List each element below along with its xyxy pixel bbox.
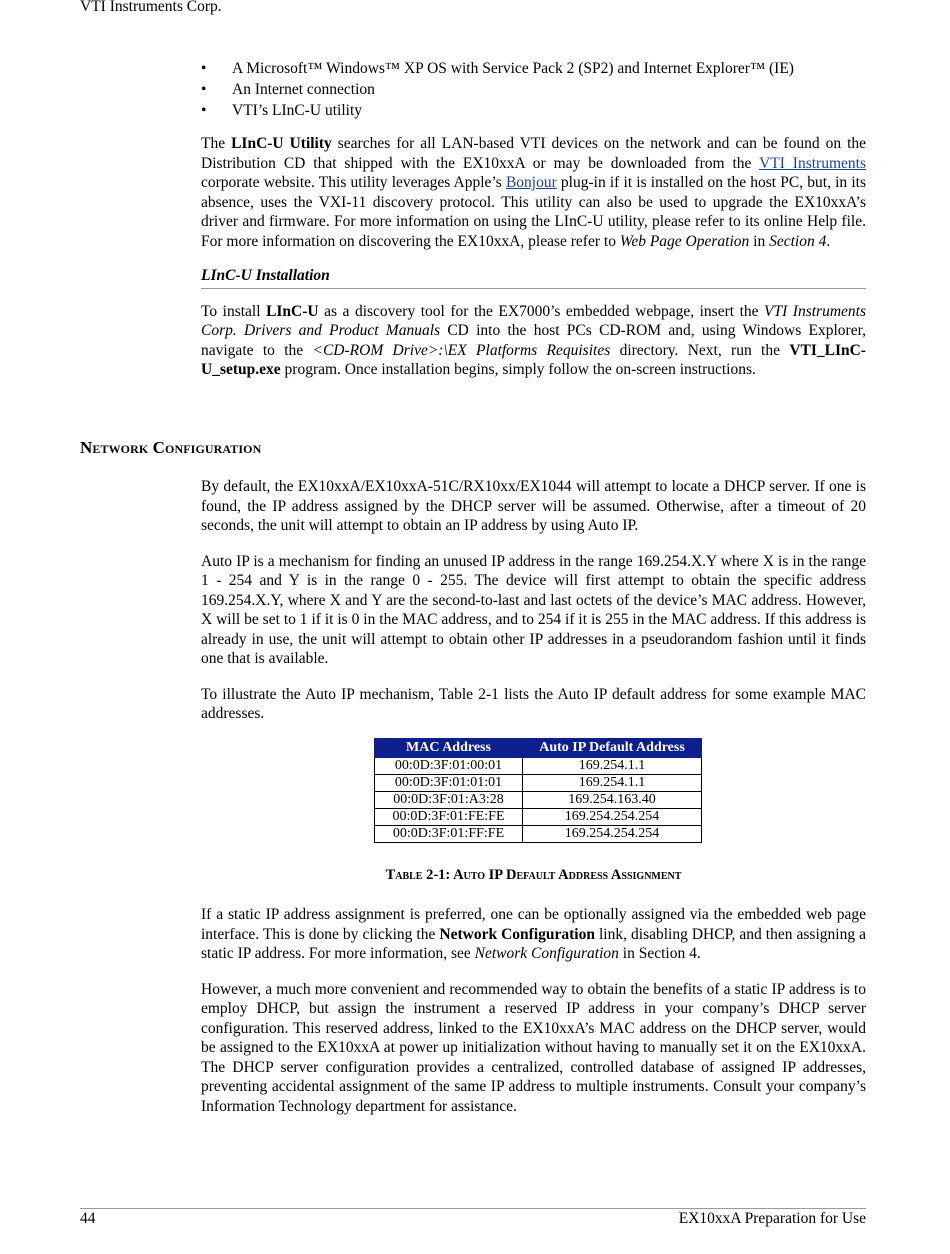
table-row [375, 826, 702, 843]
table-row [375, 792, 702, 809]
intro-section [201, 58, 866, 380]
mac-cell: 00:0D:3F:01:00:01 [375, 758, 523, 775]
footer-divider [80, 1208, 866, 1209]
list-item: • A Microsoft™ Windows™ XP OS with Service Pack 2 (SP2) and Internet Explorer™ (IE) [201, 58, 866, 79]
ip-cell: 169.254.254.254 [523, 826, 702, 843]
table-header-row [375, 739, 702, 758]
list-item: • VTI’s LInC-U utility [201, 100, 866, 121]
running-header: VTI Instruments Corp. [80, 0, 222, 15]
installation-paragraph: To install LInC-U as a discovery tool for the EX7000’s embedded webpage, insert the VTI Instruments Corp. Drivers and Product Manuals CD into the host PCs CD-ROM and, using Windows Explorer, navigate to the <CD-ROM Drive>:\EX Platforms Requisites directory. Next, run the VTI_LInC-U_setup.exe program. Once installation begins, simply follow the on-screen instructions. [201, 302, 866, 378]
mac-cell: 00:0D:3F:01:FF:FE [375, 826, 523, 843]
section-title: Network Configuration [80, 438, 262, 457]
static-ip-paragraph: If a static IP address assignment is preferred, one can be optionally assigned via the embedded web page interface. This is done by clicking the Network Configuration link, disabling DHCP, and then assigning a static IP address. For more information, see Network Configuration in Section 4. [201, 906, 866, 962]
mac-cell: 00:0D:3F:01:FE:FE [375, 809, 523, 826]
table-row [375, 758, 702, 775]
dhcp-default-paragraph: By default, the EX10xxA/EX10xxA-51C/RX10xx/EX1044 will attempt to locate a DHCP server. If one is found, the IP address assigned by the DHCP server will be assumed. Otherwise, after a timeout of 20 seconds, the unit will attempt to obtain an IP address by using Auto IP. [201, 478, 866, 534]
mac-address-header: MAC Address [375, 739, 523, 758]
vti-instruments-link[interactable]: VTI Instruments [759, 154, 866, 172]
list-item: • An Internet connection [201, 79, 866, 100]
footer-title: EX10xxA Preparation for Use [678, 1210, 866, 1227]
auto-ip-header: Auto IP Default Address [523, 739, 702, 758]
page-number: 44 [80, 1210, 96, 1227]
ip-cell: 169.254.254.254 [523, 809, 702, 826]
table-row [375, 809, 702, 826]
requirements-list [201, 58, 866, 121]
illustrate-paragraph: To illustrate the Auto IP mechanism, Table 2-1 lists the Auto IP default address for some example MAC addresses. [201, 685, 866, 722]
bonjour-link[interactable]: Bonjour [505, 174, 557, 191]
dhcp-reservation-paragraph: However, a much more convenient and recommended way to obtain the benefits of a static IP address is to employ DHCP, but assign the instrument a reserved IP address in your company’s DHCP server configuration. This reserved address, linked to the EX10xxA’s MAC address on the DHCP server, would be assigned to the EX10xxA at power up initialization without having to manually set it on the EX10xxA. The DHCP server configuration provides a centralized, controlled database of assigned IP addresses, preventing accidental assignment of the same IP address to multiple instruments. Consult your company’s Information Technology department for assistance. [201, 980, 866, 1115]
table-row [375, 775, 702, 792]
installation-heading: LInC-U Installation [201, 266, 866, 289]
ip-cell: 169.254.163.40 [523, 792, 702, 809]
table-caption: Table 2-1: Auto IP Default Address Assignment [385, 867, 682, 883]
network-section [201, 477, 866, 724]
auto-ip-paragraph: Auto IP is a mechanism for finding an unused IP address in the range 169.254.X.Y where X is in the range 1 - 254 and Y is in the range 0 - 255. The device will first attempt to obtain the specific address 169.254.X.Y, where X and Y are the second-to-last and last octets of the device’s MAC address. However, X will be set to 1 if it is 0 in the MAC address, and to 254 if it is 255 in the MAC address. If this address is already in use, the unit will attempt to obtain other IP addresses in a pseudorandom fashion until it finds one that is available. [201, 552, 866, 667]
linc-utility-paragraph: The LInC-U Utility searches for all LAN-based VTI devices on the network and can be found on the Distribution CD that shipped with the EX10xxA or may be downloaded from the VTI Instruments corporate website. This utility leverages Apple’s Bonjour plug-in if it is installed on the host PC, but, in its absence, uses the VXI-11 discovery protocol. This utility can also be used to upgrade the EX10xxA’s driver and firmware. For more information on using the LInC-U utility, please refer to its online Help file. For more information on discovering the EX10xxA, please refer to Web Page Operation in Section 4. [201, 135, 867, 250]
auto-ip-table [374, 738, 702, 843]
ip-cell: 169.254.1.1 [523, 758, 702, 775]
mac-cell: 00:0D:3F:01:A3:28 [375, 792, 523, 809]
mac-cell: 00:0D:3F:01:01:01 [375, 775, 523, 792]
static-ip-section [201, 905, 866, 1116]
ip-cell: 169.254.1.1 [523, 775, 702, 792]
